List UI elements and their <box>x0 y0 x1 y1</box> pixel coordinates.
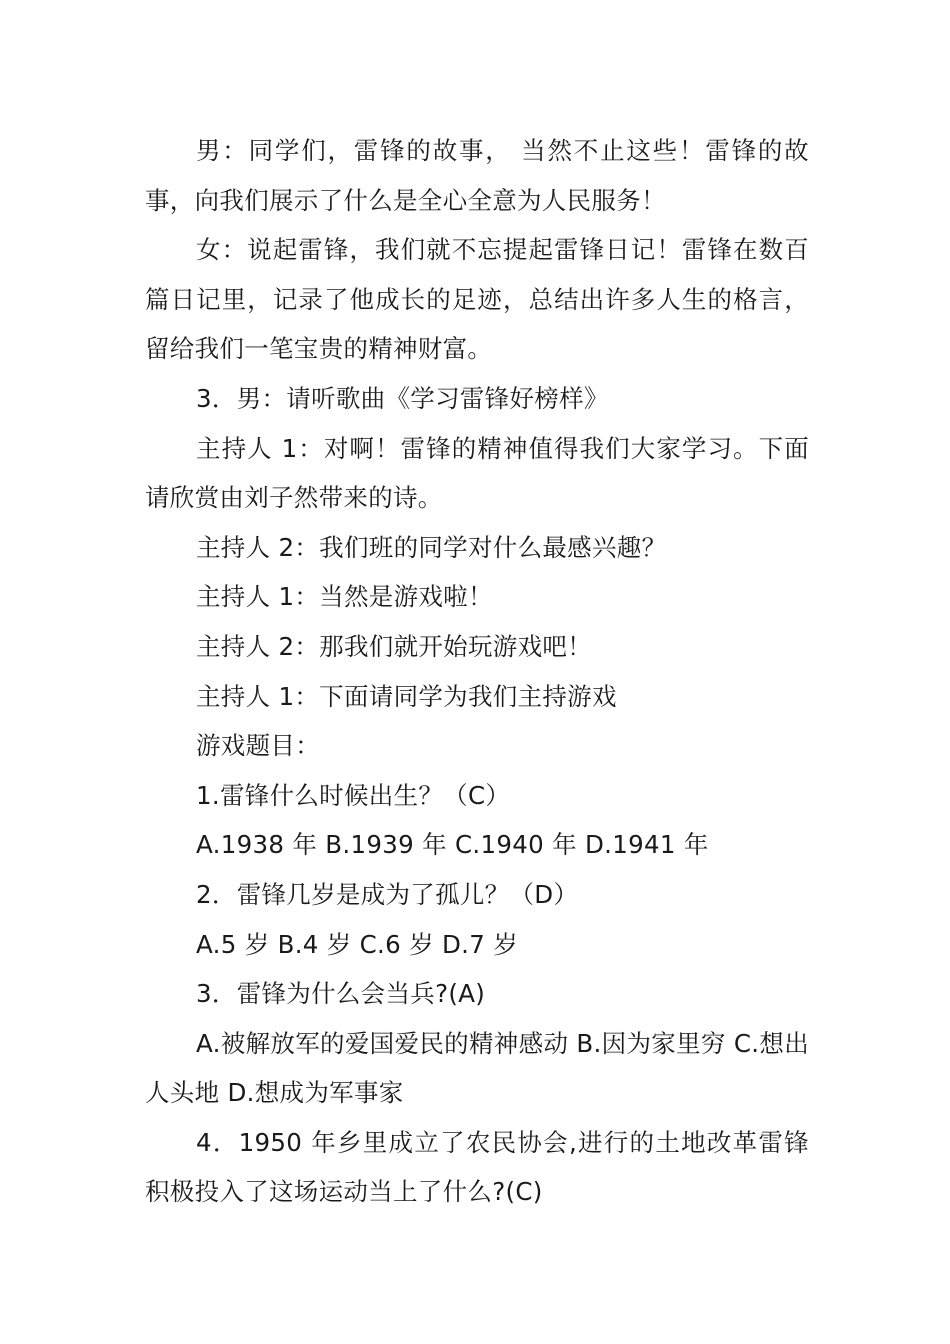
document-body <box>145 126 809 1217</box>
paragraph-female-diary: 女：说起雷锋，我们就不忘提起雷锋日记！雷锋在数百篇日记里，记录了他成长的足迹，总结出许多人生的格言，留给我们一笔宝贵的精神财富。 <box>145 235 809 364</box>
question-1: 1.雷锋什么时候出生？（C） <box>196 780 511 810</box>
question-2: 2．雷锋几岁是成为了孤儿？（D） <box>196 879 579 909</box>
question-1-options: A.1938 年 B.1939 年 C.1940 年 D.1941 年 <box>196 830 709 860</box>
question-3: 3．雷锋为什么会当兵?(A) <box>196 979 486 1009</box>
paragraph-host1-poem: 主持人 1：对啊！雷锋的精神值得我们大家学习。下面请欣赏由刘子然带来的诗。 <box>145 433 809 513</box>
game-questions-heading: 游戏题目： <box>196 731 320 761</box>
question-3-options: A.被解放军的爱国爱民的精神感动 B.因为家里穷 C.想出人头地 D.想成为军事家 <box>145 1028 809 1108</box>
paragraph-host2-question: 主持人 2：我们班的同学对什么最感兴趣？ <box>196 532 667 562</box>
paragraph-male-intro: 男：同学们，雷锋的故事， 当然不止这些！雷锋的故事，向我们展示了什么是全心全意为人民服务！ <box>145 136 809 215</box>
paragraph-song: 3．男：请听歌曲《学习雷锋好榜样》 <box>196 383 609 413</box>
paragraph-host1-invite: 主持人 1：下面请同学为我们主持游戏 <box>196 681 617 711</box>
paragraph-host1-game: 主持人 1：当然是游戏啦！ <box>196 582 493 612</box>
question-2-options: A.5 岁 B.4 岁 C.6 岁 D.7 岁 <box>196 929 519 959</box>
question-4: 4．1950 年乡里成立了农民协会,进行的土地改革雷锋积极投入了这场运动当上了什么?(C) <box>145 1127 809 1207</box>
paragraph-host2-start: 主持人 2：那我们就开始玩游戏吧！ <box>196 631 592 661</box>
